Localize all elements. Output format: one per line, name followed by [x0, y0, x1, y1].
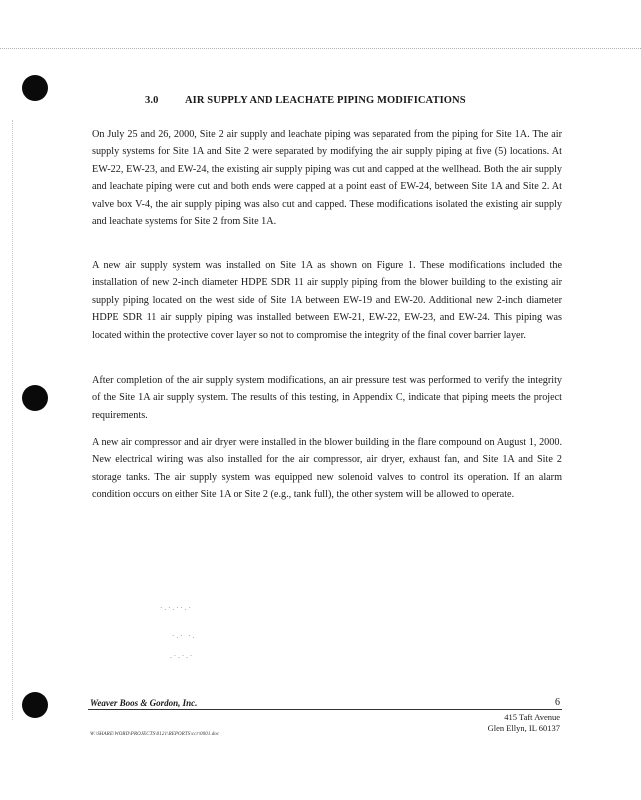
scan-noise-mark: .·.·.·	[170, 652, 195, 660]
scan-noise-mark: ·.· ·.	[172, 632, 197, 640]
binder-hole-bottom	[22, 692, 48, 718]
paragraph-pressure-test: After completion of the air supply system modifications, an air pressure test was performed to verify the integrity of the Site 1A air supply system. The results of this testing, in Appendix C, indicate that piping meets the project requirements.	[92, 375, 562, 421]
paragraph-compressor: A new air compressor and air dryer were installed in the blower building in the flare compound on August 1, 2000. New electrical wiring was also installed for the air compressor, air dryer, exhaust fan, and Site 1A and Site 2 storage tanks. The air supply system was equipped new solenoid valves to control its operation. If an alarm condition occurs on either Site 1A or Site 2 (e.g., tank full), the other system will be allowed to operate.	[92, 437, 562, 501]
binder-hole-middle	[22, 385, 48, 411]
scan-artifact-margin-line	[12, 120, 13, 720]
footer-file-path: W:\SHARE\WORD\PROJECTS\0121\REPORTS\ccr\0001.doc	[90, 732, 220, 737]
paragraph-separation: On July 25 and 26, 2000, Site 2 air supply and leachate piping was separated from the piping for Site 1A. The air supply systems for Site 1A and Site 2 were separated by modifying the air supply piping at five (5) locations. At EW-22, EW-23, and EW-24, the existing air supply piping was cut and capped at the wellhead. Both the air supply and leachate piping were cut and both ends were capped at a point east of EW-24, between Site 1A and Site 2. At valve box V-4, the air supply piping was also cut and capped. These modifications isolated the existing air supply and leachate systems for Site 2 from Site 1A.	[92, 129, 562, 228]
section-title: AIR SUPPLY AND LEACHATE PIPING MODIFICATIONS	[185, 95, 466, 106]
page-number: 6	[555, 697, 560, 708]
footer-address-street: 415 Taft Avenue	[504, 712, 560, 722]
footer-address	[488, 712, 560, 734]
paragraph-new-air-supply: A new air supply system was installed on Site 1A as shown on Figure 1. These modifications included the installation of new 2-inch diameter HDPE SDR 11 air supply piping from the blower building to the existing air supply piping located on the west side of Site 1A between EW-19 and EW-20. Additional new 2-inch diameter HDPE SDR 11 air supply piping was installed between EW-21, EW-22, EW-23, and EW-24. This piping was located within the protective cover layer so not to compromise the integrity of the final cover barrier layer.	[92, 260, 562, 341]
scan-artifact-top-line	[0, 48, 641, 49]
footer-company-name: Weaver Boos & Gordon, Inc.	[90, 698, 198, 708]
section-heading	[145, 95, 466, 106]
footer-address-city: Glen Ellyn, IL 60137	[487, 723, 560, 733]
scan-noise-mark: ·.·.··.·	[160, 604, 193, 612]
section-number: 3.0	[145, 95, 159, 106]
footer-divider	[88, 709, 562, 710]
binder-hole-top	[22, 75, 48, 101]
